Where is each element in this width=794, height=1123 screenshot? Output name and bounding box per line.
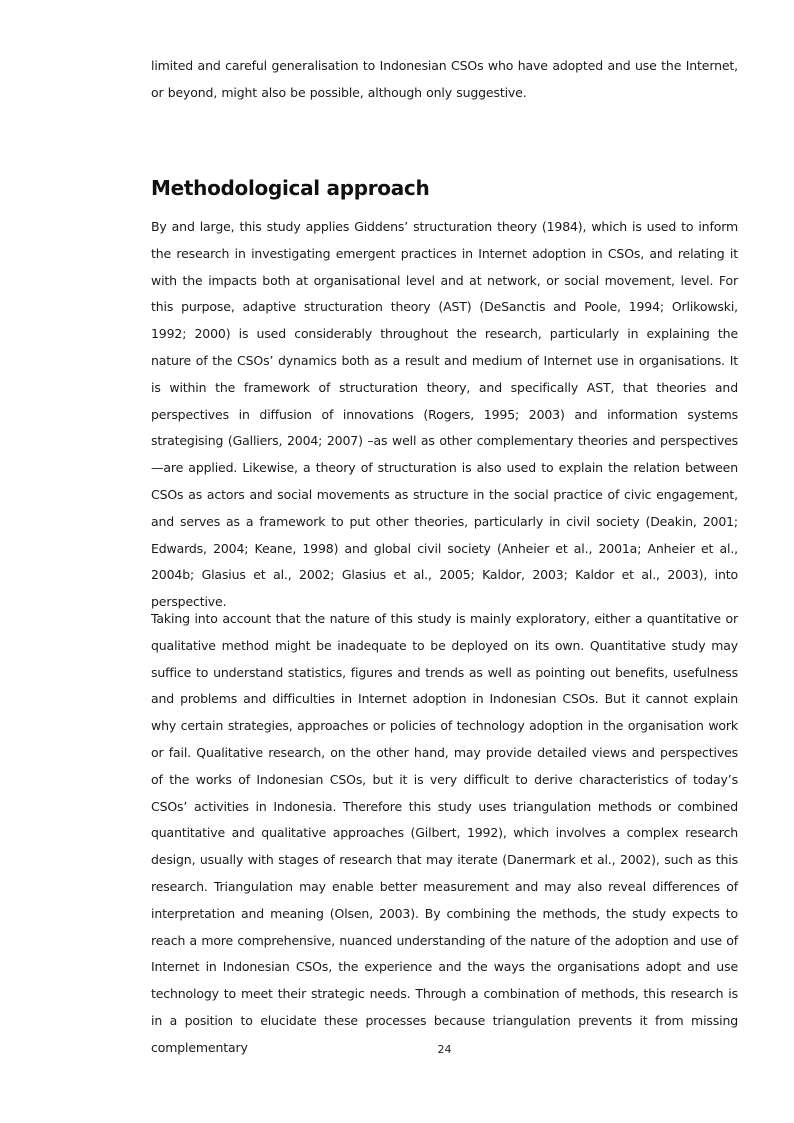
body-paragraph: Taking into account that the nature of this study is mainly exploratory, either a quantitative or qualitative method might be inadequate to be deployed on its own. Quantitative study may suffice to understand statistics, figures and trends as well as pointing out benefits, usefulness and problems and difficulties in Internet adoption in Indonesian CSOs. But it cannot explain why certain strategies, approaches or policies of technology adoption in the organisation work or fail. Qualitative research, on the other hand, may provide detailed views and perspectives of the works of Indonesian CSOs, but it is very difficult to derive characteristics of today’s CSOs’ activities in Indonesia. Therefore this study uses triangulation methods or combined quantitative and qualitative approaches (Gilbert, 1992), which involves a complex research design, usually with stages of research that may iterate (Danermark et al., 2002), such as this research. Triangulation may enable better measurement and may also reveal differences of interpretation and meaning (Olsen, 2003). By combining the methods, the study expects to reach a more comprehensive, nuanced understanding of the nature of the adoption and use of Internet in Indonesian CSOs, the experience and the ways the organisations adopt and use technology to meet their strategic needs. Through a combination of methods, this research is in a position to elucidate these processes because triangulation prevents it from missing complementary: [151, 611, 738, 1055]
page-number: 24: [437, 1043, 452, 1056]
section-heading: Methodological approach: [151, 176, 430, 200]
body-paragraph: By and large, this study applies Giddens’ structuration theory (1984), which is used to inform the research in investigating emergent practices in Internet adoption in CSOs, and relating it with the impacts both at organisational level and at network, or social movement, level. For this purpose, adaptive structuration theory (AST) (DeSanctis and Poole, 1994; Orlikowski, 1992; 2000) is used considerably throughout the research, particularly in explaining the nature of the CSOs’ dynamics both as a result and medium of Internet use in organisations. It is within the framework of structuration theory, and specifically AST, that theories and perspectives in diffusion of innovations (Rogers, 1995; 2003) and information systems strategising (Galliers, 2004; 2007) –as well as other complementary theories and perspectives—are applied. Likewise, a theory of structuration is also used to explain the relation between CSOs as actors and social movements as structure in the social practice of civic engagement, and serves as a framework to put other theories, particularly in civil society (Deakin, 2001; Edwards, 2004; Keane, 1998) and global civil society (Anheier et al., 2001a; Anheier et al., 2004b; Glasius et al., 2002; Glasius et al., 2005; Kaldor, 2003; Kaldor et al., 2003), into perspective.: [151, 219, 738, 610]
intro-paragraph-tail: limited and careful generalisation to Indonesian CSOs who have adopted and use the Internet, or beyond, might also be possible, although only suggestive.: [151, 58, 738, 100]
